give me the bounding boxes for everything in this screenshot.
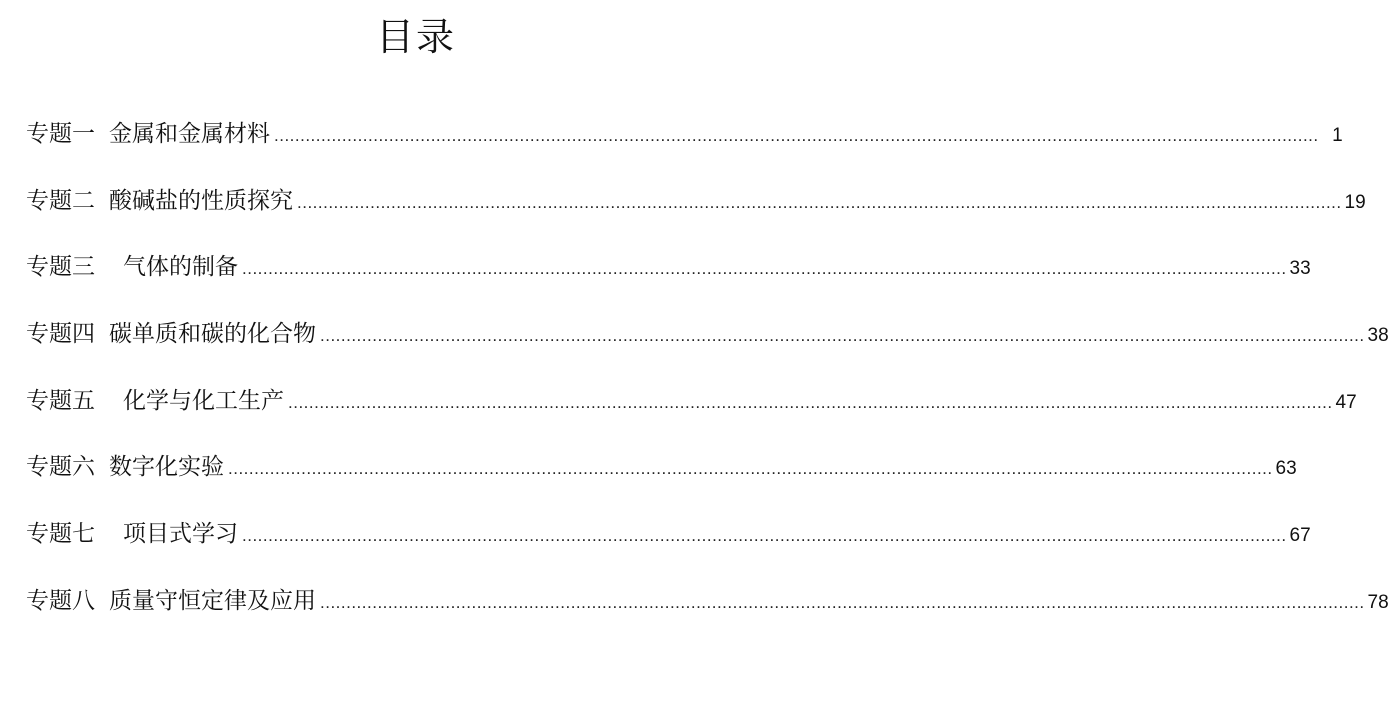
toc-entry [26, 245, 1311, 312]
toc-topic-title: 气体的制备 [123, 254, 238, 281]
toc-page-number: 33 [1289, 258, 1311, 280]
page-title: 目录 [375, 15, 456, 59]
toc-topic-title: 酸碱盐的性质探究 [109, 187, 293, 214]
dot-leader: ........................................................................................................................................................................................................ [274, 126, 1319, 145]
toc-page-number: 63 [1275, 458, 1297, 480]
toc-topic-number: 专题四 [26, 321, 95, 348]
toc-page-number: 38 [1367, 325, 1389, 347]
toc-topic-number: 专题六 [26, 454, 95, 481]
toc-topic-title: 项目式学习 [123, 521, 238, 548]
toc-topic-title: 金属和金属材料 [109, 121, 270, 147]
toc-topic-title: 化学与化工生产 [123, 387, 284, 414]
toc-topic-number: 专题八 [26, 587, 95, 614]
toc-page-number: 1 [1332, 125, 1343, 146]
toc-topic-number: 专题二 [26, 187, 95, 214]
table-of-contents [26, 112, 1389, 646]
toc-entry [26, 512, 1311, 579]
toc-topic-number: 专题一 [26, 121, 95, 147]
dot-leader: ........................................................................................................................................................................................................ [228, 459, 1273, 479]
toc-topic-title: 数字化实验 [109, 454, 224, 481]
dot-leader: ........................................................................................................................................................................................................ [242, 259, 1287, 279]
toc-entry [26, 112, 1343, 179]
toc-entry [26, 379, 1357, 446]
dot-leader: ........................................................................................................................................................................................................ [297, 192, 1342, 212]
dot-leader: ........................................................................................................................................................................................................ [320, 326, 1365, 346]
toc-page-number: 47 [1335, 391, 1357, 413]
toc-entry [26, 445, 1297, 512]
toc-page-number: 67 [1289, 525, 1311, 547]
toc-entry [26, 312, 1389, 379]
toc-topic-number: 专题五 [26, 387, 95, 414]
toc-page-number: 78 [1367, 591, 1389, 613]
dot-leader: ........................................................................................................................................................................................................ [320, 592, 1365, 612]
toc-entry [26, 579, 1389, 646]
toc-topic-number: 专题三 [26, 254, 95, 281]
toc-topic-title: 碳单质和碳的化合物 [109, 321, 316, 348]
toc-page-number: 19 [1344, 191, 1366, 213]
dot-leader: ........................................................................................................................................................................................................ [288, 392, 1333, 412]
toc-topic-number: 专题七 [26, 521, 95, 548]
toc-topic-title: 质量守恒定律及应用 [109, 587, 316, 614]
toc-entry [26, 179, 1366, 246]
dot-leader: ........................................................................................................................................................................................................ [242, 526, 1287, 546]
